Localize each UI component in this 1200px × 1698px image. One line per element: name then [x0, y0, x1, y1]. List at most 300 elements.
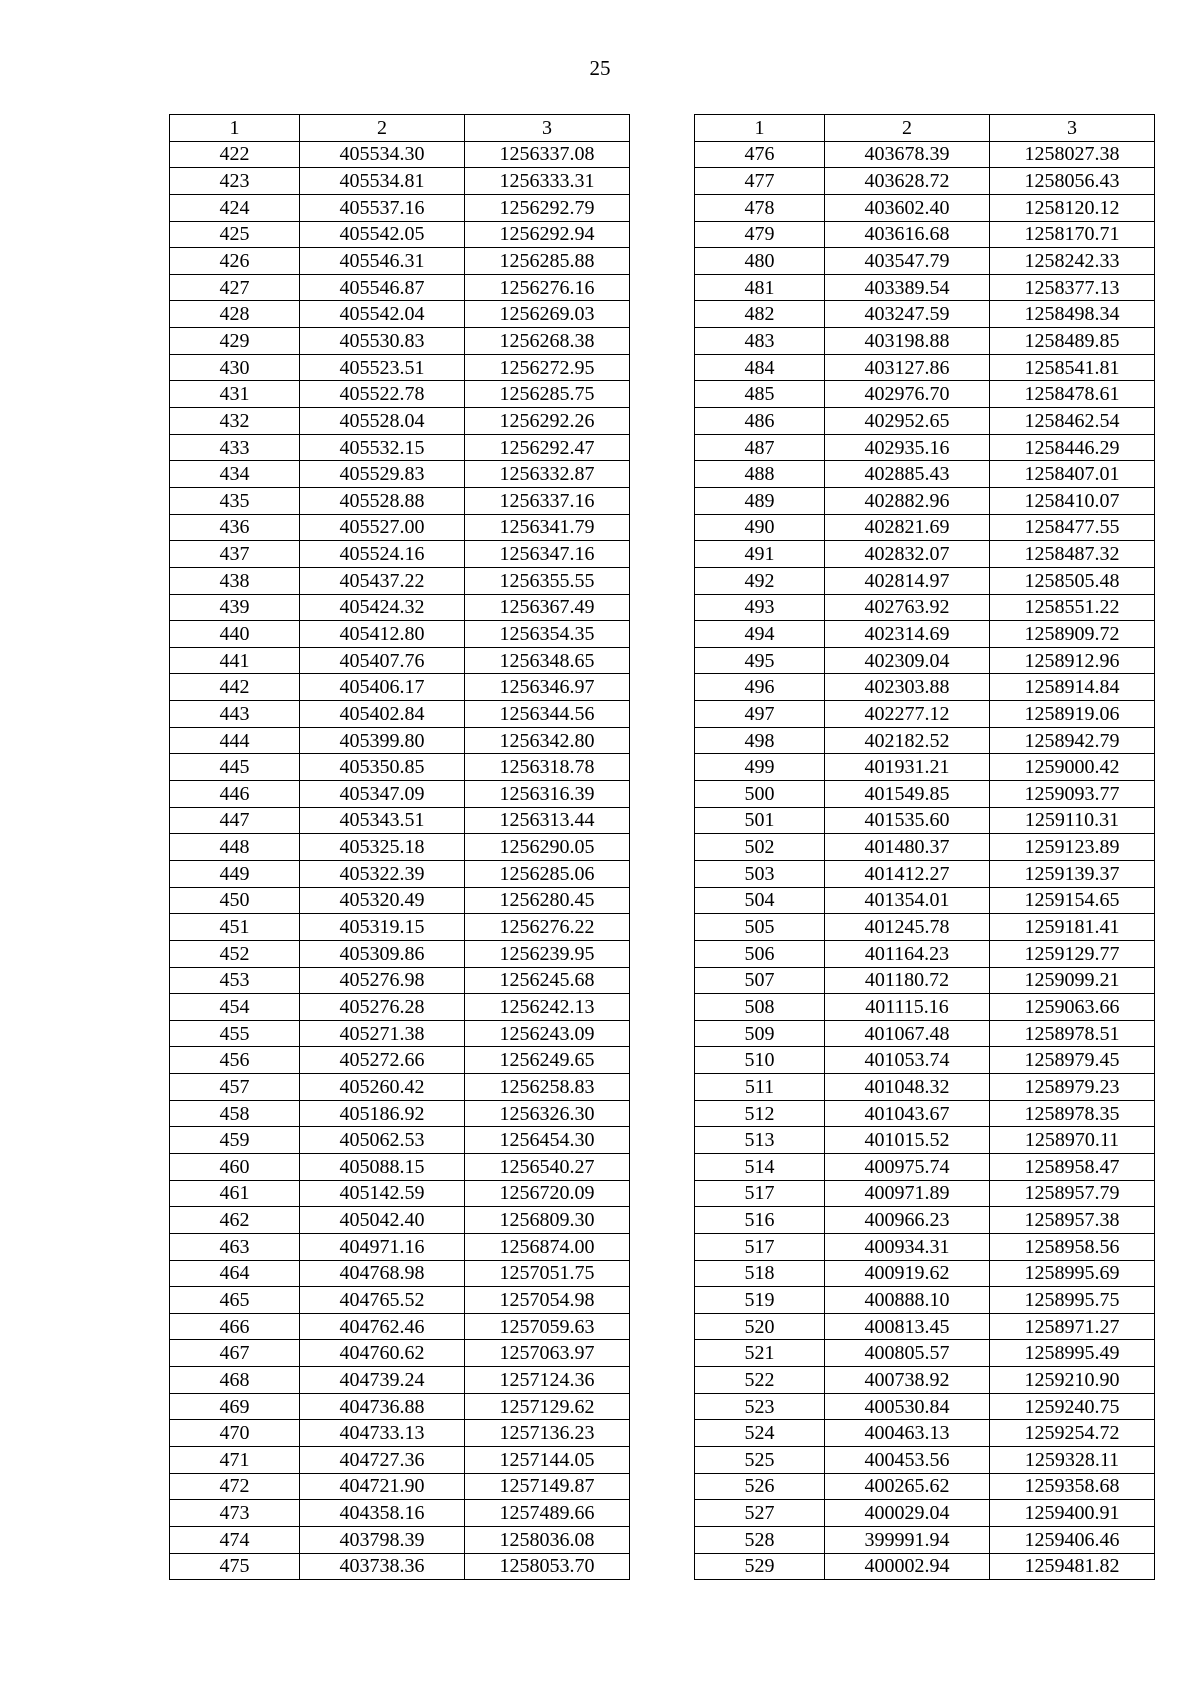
- cell-coordinate-x: 405343.51: [300, 807, 465, 834]
- cell-point-number: 466: [170, 1313, 300, 1340]
- cell-coordinate-y: 1256355.55: [465, 567, 630, 594]
- table-row: [695, 1473, 1155, 1500]
- table-row: [170, 807, 630, 834]
- cell-coordinate-y: 1256285.88: [465, 248, 630, 275]
- cell-coordinate-x: 405532.15: [300, 434, 465, 461]
- table-row: [170, 301, 630, 328]
- cell-point-number: 463: [170, 1233, 300, 1260]
- cell-point-number: 526: [695, 1473, 825, 1500]
- cell-coordinate-y: 1256272.95: [465, 354, 630, 381]
- cell-coordinate-x: 402832.07: [825, 541, 990, 568]
- cell-coordinate-y: 1258377.13: [990, 274, 1155, 301]
- cell-point-number: 468: [170, 1367, 300, 1394]
- cell-point-number: 479: [695, 221, 825, 248]
- cell-coordinate-y: 1258957.38: [990, 1207, 1155, 1234]
- cell-point-number: 475: [170, 1553, 300, 1580]
- table-body-left: [170, 141, 630, 1580]
- cell-point-number: 431: [170, 381, 300, 408]
- table-row: [170, 727, 630, 754]
- cell-coordinate-y: 1256344.56: [465, 701, 630, 728]
- cell-coordinate-x: 400029.04: [825, 1500, 990, 1527]
- cell-point-number: 458: [170, 1100, 300, 1127]
- cell-coordinate-x: 405350.85: [300, 754, 465, 781]
- cell-coordinate-x: 400966.23: [825, 1207, 990, 1234]
- cell-point-number: 436: [170, 514, 300, 541]
- cell-coordinate-y: 1258498.34: [990, 301, 1155, 328]
- cell-point-number: 453: [170, 967, 300, 994]
- cell-point-number: 487: [695, 434, 825, 461]
- cell-coordinate-y: 1258487.32: [990, 541, 1155, 568]
- cell-coordinate-y: 1256290.05: [465, 834, 630, 861]
- cell-point-number: 470: [170, 1420, 300, 1447]
- cell-coordinate-y: 1256354.35: [465, 621, 630, 648]
- cell-coordinate-y: 1257129.62: [465, 1393, 630, 1420]
- cell-coordinate-x: 405537.16: [300, 194, 465, 221]
- cell-coordinate-y: 1258971.27: [990, 1313, 1155, 1340]
- cell-coordinate-y: 1256326.30: [465, 1100, 630, 1127]
- table-row: [170, 674, 630, 701]
- table-row: [170, 461, 630, 488]
- cell-coordinate-y: 1256348.65: [465, 647, 630, 674]
- table-row: [170, 1526, 630, 1553]
- table-row: [695, 914, 1155, 941]
- cell-coordinate-y: 1258489.85: [990, 328, 1155, 355]
- cell-coordinate-x: 403798.39: [300, 1526, 465, 1553]
- cell-coordinate-x: 401354.01: [825, 887, 990, 914]
- column-header-y: 3: [990, 115, 1155, 142]
- cell-coordinate-y: 1258995.69: [990, 1260, 1155, 1287]
- cell-coordinate-x: 405042.40: [300, 1207, 465, 1234]
- cell-coordinate-x: 401015.52: [825, 1127, 990, 1154]
- cell-point-number: 460: [170, 1153, 300, 1180]
- cell-coordinate-y: 1256280.45: [465, 887, 630, 914]
- cell-coordinate-y: 1258970.11: [990, 1127, 1155, 1154]
- table-row: [170, 328, 630, 355]
- table-row: [695, 408, 1155, 435]
- cell-coordinate-x: 405347.09: [300, 781, 465, 808]
- cell-coordinate-y: 1256292.79: [465, 194, 630, 221]
- table-row: [170, 1207, 630, 1234]
- table-row: [695, 1287, 1155, 1314]
- cell-coordinate-y: 1259063.66: [990, 994, 1155, 1021]
- cell-coordinate-x: 405319.15: [300, 914, 465, 941]
- cell-coordinate-x: 405320.49: [300, 887, 465, 914]
- table-row: [695, 301, 1155, 328]
- cell-coordinate-y: 1259110.31: [990, 807, 1155, 834]
- cell-coordinate-y: 1259181.41: [990, 914, 1155, 941]
- cell-point-number: 459: [170, 1127, 300, 1154]
- table-row: [170, 914, 630, 941]
- cell-coordinate-y: 1256316.39: [465, 781, 630, 808]
- cell-point-number: 456: [170, 1047, 300, 1074]
- cell-coordinate-x: 405524.16: [300, 541, 465, 568]
- cell-point-number: 492: [695, 567, 825, 594]
- table-row: [695, 1393, 1155, 1420]
- cell-point-number: 529: [695, 1553, 825, 1580]
- cell-coordinate-x: 405088.15: [300, 1153, 465, 1180]
- cell-coordinate-y: 1258027.38: [990, 141, 1155, 168]
- table-row: [695, 887, 1155, 914]
- cell-coordinate-x: 401043.67: [825, 1100, 990, 1127]
- cell-coordinate-y: 1256332.87: [465, 461, 630, 488]
- table-row: [170, 994, 630, 1021]
- cell-point-number: 477: [695, 168, 825, 195]
- table-row: [695, 1047, 1155, 1074]
- cell-coordinate-x: 400002.94: [825, 1553, 990, 1580]
- cell-coordinate-y: 1259240.75: [990, 1393, 1155, 1420]
- cell-point-number: 502: [695, 834, 825, 861]
- cell-point-number: 523: [695, 1393, 825, 1420]
- cell-point-number: 524: [695, 1420, 825, 1447]
- cell-point-number: 510: [695, 1047, 825, 1074]
- table-row: [695, 834, 1155, 861]
- cell-coordinate-x: 405528.88: [300, 487, 465, 514]
- table-row: [695, 754, 1155, 781]
- cell-coordinate-x: 404762.46: [300, 1313, 465, 1340]
- column-header-x: 2: [300, 115, 465, 142]
- cell-coordinate-x: 401535.60: [825, 807, 990, 834]
- table-row: [170, 1473, 630, 1500]
- cell-point-number: 465: [170, 1287, 300, 1314]
- cell-point-number: 449: [170, 860, 300, 887]
- cell-coordinate-x: 404971.16: [300, 1233, 465, 1260]
- cell-point-number: 522: [695, 1367, 825, 1394]
- cell-coordinate-y: 1257054.98: [465, 1287, 630, 1314]
- table-row: [170, 754, 630, 781]
- cell-coordinate-x: 401180.72: [825, 967, 990, 994]
- cell-coordinate-x: 401245.78: [825, 914, 990, 941]
- cell-point-number: 440: [170, 621, 300, 648]
- cell-coordinate-y: 1258995.49: [990, 1340, 1155, 1367]
- cell-coordinate-y: 1259129.77: [990, 940, 1155, 967]
- cell-coordinate-x: 405546.87: [300, 274, 465, 301]
- table-row: [695, 967, 1155, 994]
- cell-coordinate-x: 405522.78: [300, 381, 465, 408]
- table-row: [695, 461, 1155, 488]
- cell-coordinate-x: 400265.62: [825, 1473, 990, 1500]
- cell-coordinate-y: 1258551.22: [990, 594, 1155, 621]
- cell-point-number: 481: [695, 274, 825, 301]
- cell-point-number: 528: [695, 1526, 825, 1553]
- cell-point-number: 471: [170, 1447, 300, 1474]
- table-row: [695, 1074, 1155, 1101]
- cell-point-number: 425: [170, 221, 300, 248]
- table-row: [695, 1260, 1155, 1287]
- cell-point-number: 447: [170, 807, 300, 834]
- table-row: [170, 1020, 630, 1047]
- cell-coordinate-y: 1256268.38: [465, 328, 630, 355]
- table-row: [695, 674, 1155, 701]
- cell-coordinate-y: 1256720.09: [465, 1180, 630, 1207]
- cell-point-number: 496: [695, 674, 825, 701]
- table-row: [695, 1207, 1155, 1234]
- table-row: [170, 1393, 630, 1420]
- cell-coordinate-x: 404736.88: [300, 1393, 465, 1420]
- cell-point-number: 516: [695, 1207, 825, 1234]
- cell-point-number: 503: [695, 860, 825, 887]
- cell-coordinate-x: 403389.54: [825, 274, 990, 301]
- cell-coordinate-x: 405542.04: [300, 301, 465, 328]
- cell-coordinate-x: 405412.80: [300, 621, 465, 648]
- cell-coordinate-x: 400738.92: [825, 1367, 990, 1394]
- cell-coordinate-x: 405260.42: [300, 1074, 465, 1101]
- cell-coordinate-x: 400888.10: [825, 1287, 990, 1314]
- cell-coordinate-x: 405271.38: [300, 1020, 465, 1047]
- cell-coordinate-y: 1256346.97: [465, 674, 630, 701]
- cell-point-number: 491: [695, 541, 825, 568]
- cell-coordinate-x: 402882.96: [825, 487, 990, 514]
- cell-coordinate-y: 1258505.48: [990, 567, 1155, 594]
- cell-coordinate-y: 1256342.80: [465, 727, 630, 754]
- table-row: [695, 940, 1155, 967]
- cell-coordinate-y: 1258958.56: [990, 1233, 1155, 1260]
- table-row: [695, 434, 1155, 461]
- cell-coordinate-x: 404739.24: [300, 1367, 465, 1394]
- cell-coordinate-x: 403738.36: [300, 1553, 465, 1580]
- table-row: [695, 514, 1155, 541]
- cell-point-number: 499: [695, 754, 825, 781]
- cell-point-number: 490: [695, 514, 825, 541]
- cell-point-number: 433: [170, 434, 300, 461]
- table-row: [170, 141, 630, 168]
- cell-point-number: 422: [170, 141, 300, 168]
- column-header-point: 1: [695, 115, 825, 142]
- cell-coordinate-x: 405529.83: [300, 461, 465, 488]
- table-row: [695, 1233, 1155, 1260]
- cell-coordinate-x: 405406.17: [300, 674, 465, 701]
- table-row: [695, 1127, 1155, 1154]
- table-row: [695, 1153, 1155, 1180]
- cell-point-number: 467: [170, 1340, 300, 1367]
- cell-coordinate-y: 1256809.30: [465, 1207, 630, 1234]
- cell-coordinate-y: 1258919.06: [990, 701, 1155, 728]
- table-row: [170, 940, 630, 967]
- cell-coordinate-y: 1256239.95: [465, 940, 630, 967]
- cell-point-number: 509: [695, 1020, 825, 1047]
- cell-coordinate-y: 1256258.83: [465, 1074, 630, 1101]
- cell-coordinate-x: 400453.56: [825, 1447, 990, 1474]
- table-row: [170, 567, 630, 594]
- table-row: [695, 168, 1155, 195]
- cell-coordinate-y: 1257489.66: [465, 1500, 630, 1527]
- cell-point-number: 488: [695, 461, 825, 488]
- table-row: [170, 647, 630, 674]
- table-row: [170, 434, 630, 461]
- cell-coordinate-x: 404733.13: [300, 1420, 465, 1447]
- cell-point-number: 461: [170, 1180, 300, 1207]
- table-row: [695, 1500, 1155, 1527]
- cell-coordinate-x: 400971.89: [825, 1180, 990, 1207]
- cell-point-number: 495: [695, 647, 825, 674]
- table-row: [695, 1180, 1155, 1207]
- cell-coordinate-x: 405407.76: [300, 647, 465, 674]
- cell-coordinate-y: 1259139.37: [990, 860, 1155, 887]
- table-row: [170, 1260, 630, 1287]
- cell-coordinate-x: 400805.57: [825, 1340, 990, 1367]
- cell-coordinate-x: 402952.65: [825, 408, 990, 435]
- cell-coordinate-y: 1259154.65: [990, 887, 1155, 914]
- cell-coordinate-x: 403547.79: [825, 248, 990, 275]
- cell-coordinate-x: 400975.74: [825, 1153, 990, 1180]
- cell-coordinate-x: 403678.39: [825, 141, 990, 168]
- cell-coordinate-y: 1259358.68: [990, 1473, 1155, 1500]
- table-row: [695, 1447, 1155, 1474]
- cell-coordinate-y: 1256245.68: [465, 967, 630, 994]
- column-header-y: 3: [465, 115, 630, 142]
- cell-coordinate-y: 1258957.79: [990, 1180, 1155, 1207]
- table-row: [170, 594, 630, 621]
- cell-coordinate-x: 402814.97: [825, 567, 990, 594]
- table-row: [695, 248, 1155, 275]
- cell-coordinate-y: 1257124.36: [465, 1367, 630, 1394]
- table-header-row: [170, 115, 630, 142]
- cell-coordinate-y: 1257059.63: [465, 1313, 630, 1340]
- cell-coordinate-x: 402277.12: [825, 701, 990, 728]
- cell-coordinate-y: 1256337.16: [465, 487, 630, 514]
- cell-coordinate-y: 1259400.91: [990, 1500, 1155, 1527]
- table-row: [170, 834, 630, 861]
- cell-point-number: 476: [695, 141, 825, 168]
- cell-coordinate-y: 1256276.22: [465, 914, 630, 941]
- cell-coordinate-y: 1256540.27: [465, 1153, 630, 1180]
- cell-point-number: 445: [170, 754, 300, 781]
- cell-coordinate-x: 399991.94: [825, 1526, 990, 1553]
- table-row: [170, 967, 630, 994]
- cell-coordinate-y: 1258912.96: [990, 647, 1155, 674]
- table-row: [695, 328, 1155, 355]
- cell-coordinate-y: 1256292.94: [465, 221, 630, 248]
- cell-point-number: 483: [695, 328, 825, 355]
- cell-coordinate-x: 405325.18: [300, 834, 465, 861]
- cell-coordinate-y: 1258056.43: [990, 168, 1155, 195]
- table-row: [695, 781, 1155, 808]
- cell-coordinate-x: 405276.28: [300, 994, 465, 1021]
- cell-point-number: 462: [170, 1207, 300, 1234]
- table-row: [170, 221, 630, 248]
- cell-point-number: 511: [695, 1074, 825, 1101]
- cell-coordinate-y: 1259254.72: [990, 1420, 1155, 1447]
- cell-coordinate-y: 1256337.08: [465, 141, 630, 168]
- table-row: [695, 567, 1155, 594]
- cell-point-number: 424: [170, 194, 300, 221]
- cell-coordinate-x: 402314.69: [825, 621, 990, 648]
- cell-coordinate-y: 1258462.54: [990, 408, 1155, 435]
- cell-point-number: 474: [170, 1526, 300, 1553]
- table-row: [695, 1526, 1155, 1553]
- cell-coordinate-y: 1256276.16: [465, 274, 630, 301]
- cell-coordinate-x: 404760.62: [300, 1340, 465, 1367]
- cell-point-number: 472: [170, 1473, 300, 1500]
- cell-coordinate-x: 400463.13: [825, 1420, 990, 1447]
- table-row: [170, 1447, 630, 1474]
- cell-coordinate-x: 403628.72: [825, 168, 990, 195]
- cell-coordinate-x: 405142.59: [300, 1180, 465, 1207]
- cell-point-number: 512: [695, 1100, 825, 1127]
- cell-coordinate-y: 1256454.30: [465, 1127, 630, 1154]
- page-number: 25: [589, 56, 611, 80]
- cell-coordinate-y: 1258410.07: [990, 487, 1155, 514]
- cell-coordinate-y: 1259406.46: [990, 1526, 1155, 1553]
- cell-point-number: 504: [695, 887, 825, 914]
- cell-point-number: 486: [695, 408, 825, 435]
- table-row: [695, 701, 1155, 728]
- cell-coordinate-x: 403247.59: [825, 301, 990, 328]
- cell-coordinate-x: 405399.80: [300, 727, 465, 754]
- cell-coordinate-y: 1259000.42: [990, 754, 1155, 781]
- table-row: [170, 1553, 630, 1580]
- table-row: [170, 514, 630, 541]
- cell-coordinate-x: 404765.52: [300, 1287, 465, 1314]
- cell-coordinate-y: 1259328.11: [990, 1447, 1155, 1474]
- cell-coordinate-y: 1258909.72: [990, 621, 1155, 648]
- cell-point-number: 435: [170, 487, 300, 514]
- cell-coordinate-y: 1258478.61: [990, 381, 1155, 408]
- table-row: [170, 274, 630, 301]
- cell-coordinate-x: 401931.21: [825, 754, 990, 781]
- cell-coordinate-x: 405530.83: [300, 328, 465, 355]
- cell-coordinate-x: 401115.16: [825, 994, 990, 1021]
- table-row: [170, 381, 630, 408]
- cell-coordinate-y: 1256292.26: [465, 408, 630, 435]
- cell-coordinate-y: 1256242.13: [465, 994, 630, 1021]
- cell-point-number: 517: [695, 1180, 825, 1207]
- table-row: [695, 541, 1155, 568]
- table-row: [170, 887, 630, 914]
- cell-point-number: 525: [695, 1447, 825, 1474]
- cell-coordinate-y: 1259099.21: [990, 967, 1155, 994]
- table-row: [695, 274, 1155, 301]
- table-row: [695, 194, 1155, 221]
- table-row: [170, 1180, 630, 1207]
- cell-point-number: 519: [695, 1287, 825, 1314]
- cell-coordinate-y: 1257149.87: [465, 1473, 630, 1500]
- cell-coordinate-y: 1256367.49: [465, 594, 630, 621]
- table-row: [170, 1500, 630, 1527]
- cell-point-number: 423: [170, 168, 300, 195]
- table-row: [170, 1074, 630, 1101]
- cell-point-number: 427: [170, 274, 300, 301]
- cell-point-number: 480: [695, 248, 825, 275]
- cell-point-number: 464: [170, 1260, 300, 1287]
- cell-coordinate-y: 1258477.55: [990, 514, 1155, 541]
- table-row: [170, 1233, 630, 1260]
- cell-coordinate-y: 1259481.82: [990, 1553, 1155, 1580]
- table-row: [170, 1287, 630, 1314]
- cell-point-number: 521: [695, 1340, 825, 1367]
- table-row: [170, 621, 630, 648]
- column-header-point: 1: [170, 115, 300, 142]
- cell-point-number: 452: [170, 940, 300, 967]
- cell-coordinate-y: 1256269.03: [465, 301, 630, 328]
- table-row: [170, 781, 630, 808]
- table-row: [695, 381, 1155, 408]
- table-row: [695, 621, 1155, 648]
- table-row: [695, 1340, 1155, 1367]
- table-row: [170, 1153, 630, 1180]
- cell-point-number: 482: [695, 301, 825, 328]
- table-row: [170, 354, 630, 381]
- cell-coordinate-y: 1256341.79: [465, 514, 630, 541]
- cell-point-number: 527: [695, 1500, 825, 1527]
- cell-coordinate-y: 1256347.16: [465, 541, 630, 568]
- table-row: [695, 1100, 1155, 1127]
- table-row: [170, 1047, 630, 1074]
- cell-coordinate-x: 401480.37: [825, 834, 990, 861]
- cell-point-number: 473: [170, 1500, 300, 1527]
- cell-coordinate-x: 405527.00: [300, 514, 465, 541]
- cell-point-number: 429: [170, 328, 300, 355]
- cell-point-number: 478: [695, 194, 825, 221]
